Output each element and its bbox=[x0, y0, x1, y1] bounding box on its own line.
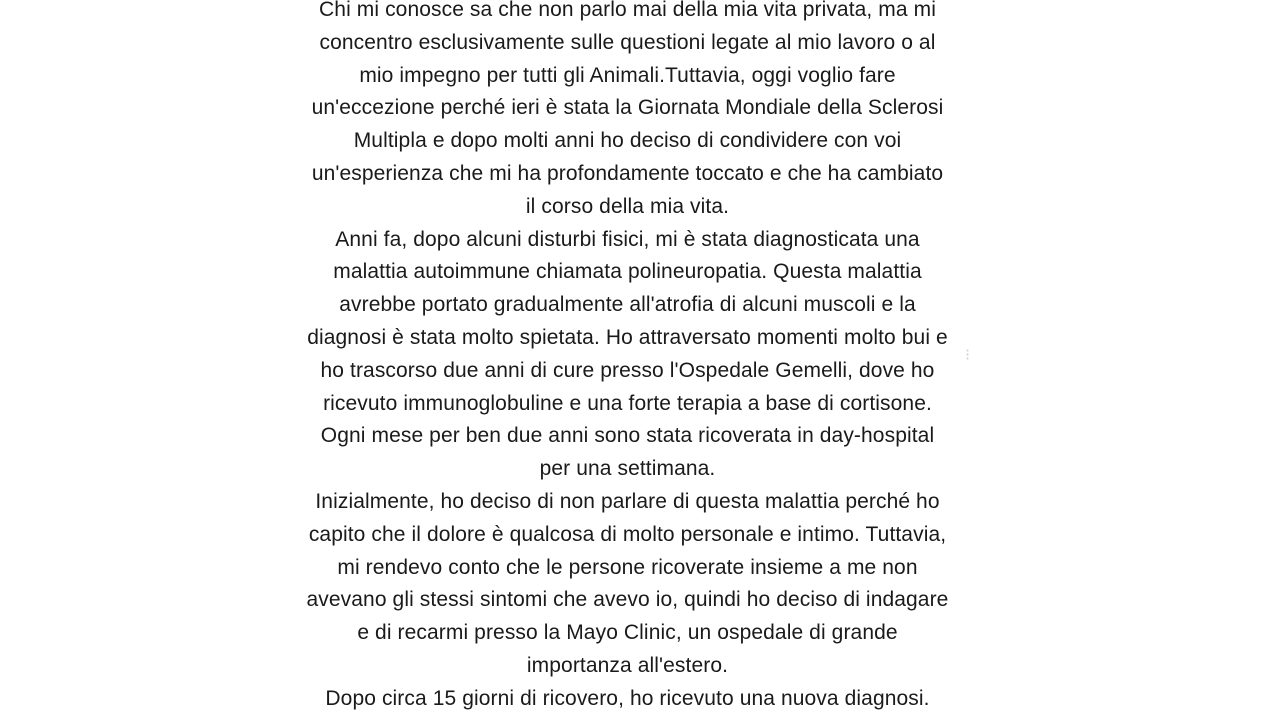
text-line: Inizialmente, ho deciso di non parlare di questa malattia perché ho bbox=[315, 489, 940, 513]
text-line: un'esperienza che mi ha profondamente toccato e che ha cambiato bbox=[311, 161, 944, 185]
text-line: ricevuto immunoglobuline e una forte terapia a base di cortisone. bbox=[323, 391, 932, 415]
text-line: malattia autoimmune chiamata polineuropatia. Questa malattia bbox=[333, 260, 922, 284]
text-line: Multipla e dopo molti anni ho deciso di condividere con voi bbox=[353, 129, 902, 153]
text-line: per una settimana. bbox=[539, 457, 716, 481]
text-line: il corso della mia vita. bbox=[525, 194, 730, 218]
text-line: mio impegno per tutti gli Animali.Tuttavia, oggi voglio fare bbox=[359, 63, 896, 87]
text-line: importanza all'estero. bbox=[526, 653, 729, 677]
text-line: diagnosi è stata molto spietata. Ho attraversato momenti molto bui e bbox=[307, 325, 948, 349]
text-line: avevano gli stessi sintomi che avevo io, quindi ho deciso di indagare bbox=[306, 588, 949, 612]
text-line: Anni fa, dopo alcuni disturbi fisici, mi è stata diagnosticata una bbox=[335, 227, 920, 251]
text-line: concentro esclusivamente sulle questioni legate al mio lavoro o al bbox=[319, 30, 936, 54]
text-line: Ogni mese per ben due anni sono stata ricoverata in day-hospital bbox=[320, 424, 935, 448]
text-line: Chi mi conosce sa che non parlo mai della mia vita privata, ma mi bbox=[319, 0, 936, 21]
text-line: Dopo circa 15 giorni di ricovero, ho ricevuto una nuova diagnosi. bbox=[325, 686, 930, 710]
paragraph-3 bbox=[270, 486, 985, 683]
text-line: capito che il dolore è qualcosa di molto personale e intimo. Tuttavia, bbox=[308, 522, 947, 546]
text-line: avrebbe portato gradualmente all'atrofia di alcuni muscoli e la bbox=[339, 293, 916, 317]
text-line: mi rendevo conto che le persone ricoverate insieme a me non bbox=[337, 555, 918, 579]
text-line: ho trascorso due anni di cure presso l'Ospedale Gemelli, dove ho bbox=[320, 358, 935, 382]
text-line: un'eccezione perché ieri è stata la Giornata Mondiale della Sclerosi bbox=[311, 96, 944, 120]
text-line: e di recarmi presso la Mayo Clinic, un ospedale di grande bbox=[357, 621, 898, 645]
more-options-icon[interactable]: ⁝ bbox=[965, 345, 971, 364]
paragraph-4 bbox=[270, 683, 985, 716]
paragraph-2 bbox=[270, 224, 985, 486]
post-text bbox=[270, 0, 985, 716]
paragraph-1 bbox=[270, 0, 985, 224]
